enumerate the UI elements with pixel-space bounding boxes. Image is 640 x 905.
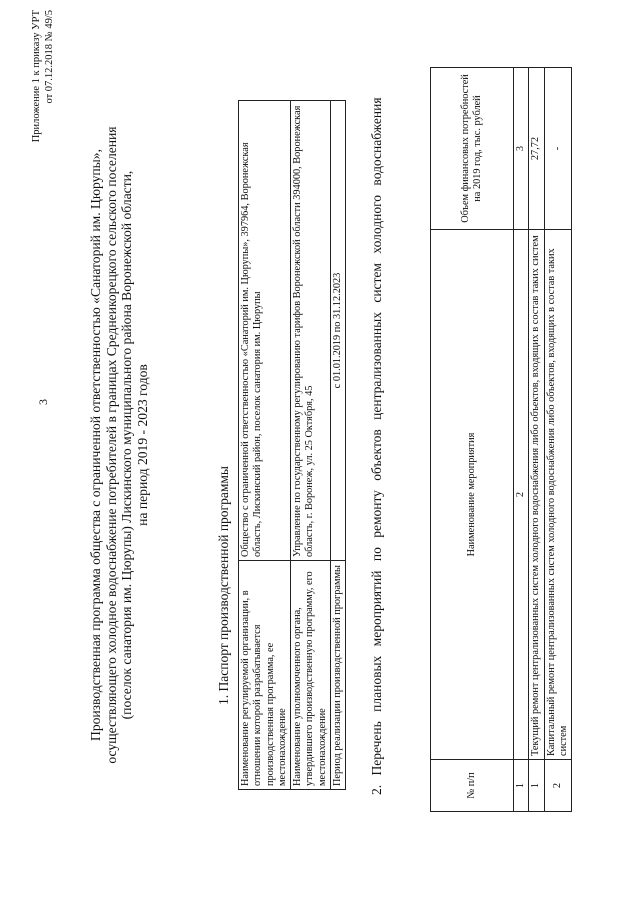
row-cost: 27,72: [529, 68, 544, 230]
table-row: [291, 101, 331, 790]
table-row: [239, 101, 291, 790]
passport-value: Управление по государственному регулированию тарифов Воронежской области 394000, Воронежская область, г. Воронеж, ул. 25 Октября, 45: [291, 101, 331, 561]
page-number: 3: [36, 399, 50, 405]
table-header-row: [431, 68, 514, 812]
row-num: 1: [529, 760, 544, 812]
row-name: Текущий ремонт централизованных систем холодного водоснабжения либо объектов, входящих в состав таких систем: [529, 230, 544, 760]
section-1-heading: 1. Паспорт производственной программы: [216, 466, 231, 705]
appendix-line-2: от 07.12.2018 № 49/5: [44, 10, 55, 104]
column-numbers-row: [514, 68, 529, 812]
column-header-num: № п/п: [431, 760, 514, 812]
passport-label: Наименование уполномоченного органа, утвердившего производственную программу, его местонахождение: [291, 561, 331, 790]
appendix-note: [30, 10, 56, 150]
passport-value: с 01.01.2019 по 31.12.2023: [331, 101, 346, 561]
column-header-cost: Объем финансовых потребностей на 2019 год, тыс. рублей: [431, 68, 514, 230]
title-line-4: на период 2019 - 2023 годов: [134, 364, 150, 526]
row-cost: -: [544, 68, 572, 230]
title-line-1: Производственная программа общества с ограниченной ответственностью «Санаторий им. Цюрупы»,: [88, 149, 103, 741]
passport-label: Период реализации производственной программы: [331, 561, 346, 790]
column-number: 1: [514, 760, 529, 812]
passport-table: [238, 100, 346, 790]
section-2-heading: 2. Перечень плановых мероприятий по ремонту объектов централизованных систем холодного водоснабжения: [369, 97, 384, 795]
title-line-2: осуществляющего холодное водоснабжение потребителей в границах Среднеикорецкого сельского поселения: [103, 126, 119, 764]
appendix-line-1: Приложение 1 к приказу УРТ: [31, 10, 42, 143]
column-number: 3: [514, 68, 529, 230]
column-header-name: Наименование мероприятия: [431, 230, 514, 760]
document-title: [88, 65, 150, 825]
table-row: [331, 101, 346, 790]
passport-label: Наименование регулируемой организации, в отношении которой разрабатывается производственная программа, ее местонахождение: [239, 561, 291, 790]
passport-value: Общество с ограниченной ответственностью «Санаторий им. Цюрупы», 397964, Воронежская область, Лискинский район, поселок санатория им. Цюрупы: [239, 101, 291, 561]
table-row: [544, 68, 572, 812]
column-number: 2: [514, 230, 529, 760]
table-row: [529, 68, 544, 812]
title-line-3: (поселок санатория им. Цюрупы) Лискинского муниципального района Воронежской области,: [119, 170, 135, 720]
measures-table: [430, 67, 572, 812]
row-num: 2: [544, 760, 572, 812]
row-name: Капитальный ремонт централизованных систем холодного водоснабжения либо объектов, входящих в состав таких систем: [544, 230, 572, 760]
